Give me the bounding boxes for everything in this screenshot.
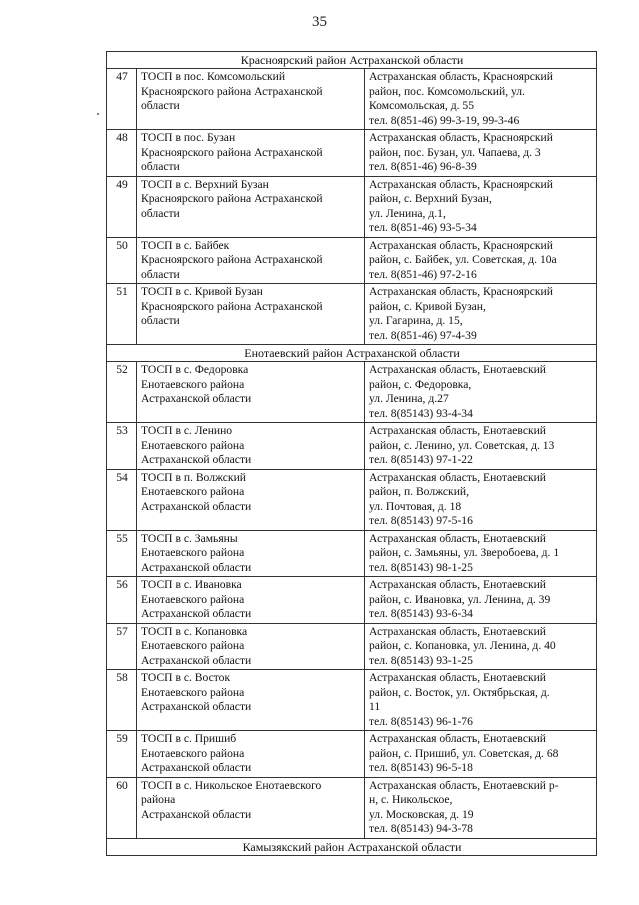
office-name-line: Астраханской области: [141, 700, 252, 713]
row-number: 54: [107, 469, 137, 530]
address-line: район, с. Ленино, ул. Советская, д. 13: [369, 438, 555, 452]
address-line: ул. Почтовая, д. 18: [369, 499, 462, 513]
page-number: 35: [312, 14, 327, 30]
row-number: 53: [107, 423, 137, 470]
address-line: тел. 8(85143) 96-1-76: [369, 714, 473, 728]
address-line: район, с. Восток, ул. Октябрьская, д.: [369, 685, 550, 699]
office-name-cell: [137, 176, 365, 237]
address-line: Комсомольская, д. 55: [369, 99, 475, 112]
office-name-line: ТОСП в с. Федоровка: [141, 363, 249, 376]
office-name-line: ТОСП в с. Ивановка: [141, 578, 242, 591]
row-number: 50: [107, 237, 137, 284]
office-name-line: Астраханской области: [141, 453, 252, 466]
office-name-line: области: [141, 314, 180, 327]
office-name-cell: [137, 284, 365, 345]
address-line: тел. 8(85143) 96-5-18: [369, 761, 473, 774]
address-line: тел. 8(85143) 97-1-22: [369, 453, 473, 466]
office-name-line: ТОСП в с. Верхний Бузан: [141, 177, 269, 191]
office-name-cell: [137, 362, 365, 423]
office-name-cell: [137, 69, 365, 130]
address-line: тел. 8(85143) 97-5-16: [369, 514, 473, 527]
address-line: Астраханская область, Енотаевский: [369, 531, 547, 545]
office-name-line: области: [141, 160, 180, 173]
office-name-cell: [137, 469, 365, 530]
office-name-line: ТОСП в с. Ленино: [141, 424, 233, 437]
address-line: район, с. Кривой Бузан,: [369, 299, 486, 313]
row-number: 52: [107, 362, 137, 423]
table-body: [107, 52, 597, 856]
row-number: 56: [107, 577, 137, 624]
address-line: ул. Гагарина, д. 15,: [369, 314, 463, 327]
address-cell: [365, 423, 597, 470]
address-line: тел. 8(851-46) 97-2-16: [369, 267, 477, 281]
address-line: район, с. Федоровка,: [369, 377, 472, 391]
table-row: [107, 362, 597, 423]
district-heading: Красноярский район Астраханской области: [107, 52, 597, 69]
address-line: Астраханская область, Енотаевский: [369, 363, 547, 376]
district-heading: Камызякский район Астраханской области: [107, 838, 597, 855]
address-line: тел. 8(851-46) 97-4-39: [369, 328, 477, 342]
district-heading: Енотаевский район Астраханской области: [107, 345, 597, 362]
office-name-cell: [137, 237, 365, 284]
row-number: 60: [107, 777, 137, 838]
address-line: тел. 8(851-46) 99-3-19, 99-3-46: [369, 113, 520, 127]
address-cell: [365, 176, 597, 237]
row-number: 58: [107, 670, 137, 731]
row-number: 51: [107, 284, 137, 345]
address-line: район, с. Замьяны, ул. Зверобоева, д. 1: [369, 546, 560, 559]
address-cell: [365, 530, 597, 577]
row-number: 48: [107, 130, 137, 177]
office-name-line: Красноярского района Астраханской: [141, 253, 323, 266]
office-name-cell: [137, 670, 365, 731]
office-name-cell: [137, 777, 365, 838]
tosp-register-table: [106, 51, 597, 856]
office-name-line: Красноярского района Астраханской: [141, 145, 323, 159]
row-number: 59: [107, 731, 137, 778]
address-line: Астраханская область, Енотаевский: [369, 671, 547, 684]
address-line: ул. Ленина, д.1,: [369, 206, 446, 220]
scan-speck: [97, 113, 99, 115]
row-number: 57: [107, 623, 137, 670]
office-name-line: ТОСП в с. Замьяны: [141, 531, 238, 545]
office-name-line: ТОСП в п. Волжский: [141, 470, 246, 484]
table-row: [107, 469, 597, 530]
office-name-line: района: [141, 793, 176, 806]
office-name-line: Енотаевского района: [141, 546, 245, 559]
office-name-line: Астраханской области: [141, 807, 252, 821]
office-name-line: Красноярского района Астраханской: [141, 192, 323, 205]
table-row: [107, 284, 597, 345]
address-cell: [365, 130, 597, 177]
address-line: ул. Московская, д. 19: [369, 807, 474, 821]
table-row: [107, 530, 597, 577]
office-name-line: Енотаевского района: [141, 377, 245, 391]
address-line: тел. 8(85143) 93-1-25: [369, 653, 473, 667]
address-line: н, с. Никольское,: [369, 793, 453, 806]
address-line: Астраханская область, Енотаевский: [369, 732, 547, 745]
address-cell: [365, 69, 597, 130]
address-line: тел. 8(85143) 94-3-78: [369, 822, 473, 835]
office-name-cell: [137, 577, 365, 624]
office-name-line: ТОСП в пос. Комсомольский: [141, 70, 286, 83]
table-row: [107, 777, 597, 838]
table-row: [107, 69, 597, 130]
address-line: тел. 8(85143) 93-4-34: [369, 406, 473, 420]
table-row: [107, 623, 597, 670]
table-row: [107, 176, 597, 237]
office-name-line: Астраханской области: [141, 392, 252, 405]
office-name-line: ТОСП в с. Никольское Енотаевского: [141, 778, 322, 792]
row-number: 55: [107, 530, 137, 577]
address-line: 11: [369, 700, 381, 713]
address-cell: [365, 237, 597, 284]
address-line: Астраханская область, Красноярский: [369, 285, 553, 298]
address-line: тел. 8(85143) 98-1-25: [369, 560, 473, 574]
office-name-line: области: [141, 206, 180, 220]
address-cell: [365, 284, 597, 345]
table-row: [107, 130, 597, 177]
address-line: тел. 8(851-46) 96-8-39: [369, 160, 477, 173]
office-name-cell: [137, 130, 365, 177]
district-header-row: [107, 838, 597, 855]
address-line: район, п. Волжский,: [369, 485, 469, 498]
address-line: Астраханская область, Красноярский: [369, 70, 553, 83]
address-cell: [365, 731, 597, 778]
office-name-line: Астраханской области: [141, 560, 252, 574]
office-name-line: Красноярского района Астраханской: [141, 84, 323, 98]
address-line: район, пос. Бузан, ул. Чапаева, д. 3: [369, 145, 541, 159]
office-name-line: Енотаевского района: [141, 639, 245, 652]
office-name-line: Енотаевского района: [141, 746, 245, 760]
address-line: Астраханская область, Енотаевский: [369, 624, 547, 638]
office-name-line: Енотаевского района: [141, 485, 245, 498]
office-name-cell: [137, 623, 365, 670]
address-line: Астраханская область, Енотаевский: [369, 578, 547, 591]
office-name-line: Астраханской области: [141, 499, 252, 513]
address-cell: [365, 623, 597, 670]
table-row: [107, 731, 597, 778]
table-row: [107, 237, 597, 284]
address-line: район, с. Копановка, ул. Ленина, д. 40: [369, 639, 556, 652]
office-name-cell: [137, 731, 365, 778]
office-name-line: Енотаевского района: [141, 438, 245, 452]
office-name-line: Енотаевского района: [141, 685, 245, 699]
address-line: Астраханская область, Енотаевский: [369, 470, 547, 484]
office-name-line: области: [141, 99, 180, 112]
row-number: 49: [107, 176, 137, 237]
office-name-cell: [137, 530, 365, 577]
address-line: район, с. Ивановка, ул. Ленина, д. 39: [369, 592, 551, 606]
address-line: тел. 8(85143) 93-6-34: [369, 607, 473, 620]
office-name-line: области: [141, 267, 180, 281]
address-line: район, пос. Комсомольский, ул.: [369, 84, 525, 98]
office-name-line: ТОСП в с. Копановка: [141, 624, 248, 638]
address-line: район, с. Верхний Бузан,: [369, 192, 492, 205]
address-cell: [365, 777, 597, 838]
district-header-row: [107, 345, 597, 362]
table-row: [107, 577, 597, 624]
address-line: тел. 8(851-46) 93-5-34: [369, 221, 477, 234]
address-line: район, с. Пришиб, ул. Советская, д. 68: [369, 746, 559, 760]
office-name-line: Красноярского района Астраханской: [141, 299, 323, 313]
address-cell: [365, 577, 597, 624]
table-row: [107, 423, 597, 470]
office-name-line: ТОСП в с. Кривой Бузан: [141, 285, 263, 298]
address-cell: [365, 362, 597, 423]
address-line: Астраханская область, Красноярский: [369, 131, 553, 144]
address-line: район, с. Байбек, ул. Советская, д. 10а: [369, 253, 557, 266]
district-header-row: [107, 52, 597, 69]
address-line: Астраханская область, Красноярский: [369, 238, 553, 252]
office-name-line: Енотаевского района: [141, 592, 245, 606]
row-number: 47: [107, 69, 137, 130]
office-name-line: ТОСП в с. Восток: [141, 671, 231, 684]
office-name-line: Астраханской области: [141, 653, 252, 667]
address-line: Астраханская область, Енотаевский р-: [369, 778, 559, 792]
address-line: Астраханская область, Красноярский: [369, 177, 553, 191]
office-name-line: Астраханской области: [141, 607, 252, 620]
office-name-line: ТОСП в с. Байбек: [141, 238, 230, 252]
office-name-cell: [137, 423, 365, 470]
address-line: ул. Ленина, д.27: [369, 392, 449, 405]
address-cell: [365, 670, 597, 731]
office-name-line: ТОСП в с. Пришиб: [141, 732, 237, 745]
address-line: Астраханская область, Енотаевский: [369, 424, 547, 437]
office-name-line: ТОСП в пос. Бузан: [141, 131, 236, 144]
address-cell: [365, 469, 597, 530]
table-row: [107, 670, 597, 731]
office-name-line: Астраханской области: [141, 761, 252, 774]
